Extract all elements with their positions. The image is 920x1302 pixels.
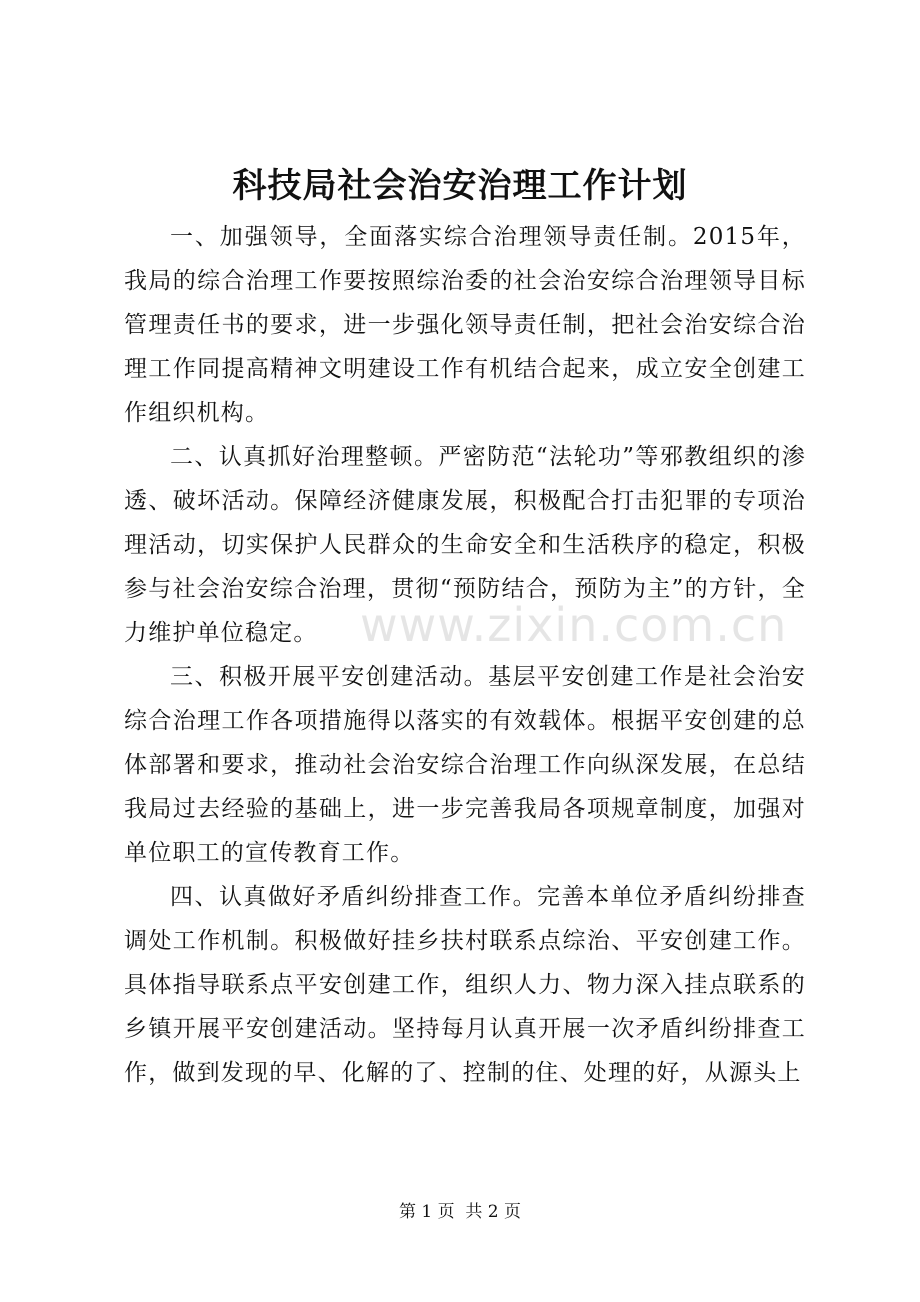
document-body [124,215,806,1095]
paragraph-3: 三、积极开展平安创建活动。基层平安创建工作是社会治安综合治理工作各项措施得以落实的有效载体。根据平安创建的总体部署和要求，推动社会治安综合治理工作向纵深发展，在总结我局过去经验的基础上，进一步完善我局各项规章制度，加强对单位职工的宣传教育工作。 [124,664,806,866]
watermark: www.zixin.com.cn [360,598,788,652]
page-number: 第 1 页 共 2 页 [398,1202,522,1222]
paragraph-1: 一、加强领导，全面落实综合治理领导责任制。2015年，我局的综合治理工作要按照综治委的社会治安综合治理领导目标管理责任书的要求，进一步强化领导责任制，把社会治安综合治理工作同提高精神文明建设工作有机结合起来，成立安全创建工作组织机构。 [124,224,806,426]
paragraph-2: 二、认真抓好治理整顿。严密防范“法轮功”等邪教组织的渗透、破坏活动。保障经济健康发展，积极配合打击犯罪的专项治理活动，切实保护人民群众的生命安全和生活秩序的稳定，积极参与社会治安综合治理，贯彻“预防结合，预防为主”的方针，全力维护单位稳定。 [124,444,806,646]
document-title: 科技局社会治安治理工作计划 [232,166,688,206]
paragraph-4: 四、认真做好矛盾纠纷排查工作。完善本单位矛盾纠纷排查调处工作机制。积极做好挂乡扶村联系点综治、平安创建工作。具体指导联系点平安创建工作，组织人力、物力深入挂点联系的乡镇开展平安创建活动。坚持每月认真开展一次矛盾纠纷排查工作，做到发现的早、化解的了、控制的住、处理的好，从源头上 [124,884,806,1086]
page-footer [0,1200,920,1224]
